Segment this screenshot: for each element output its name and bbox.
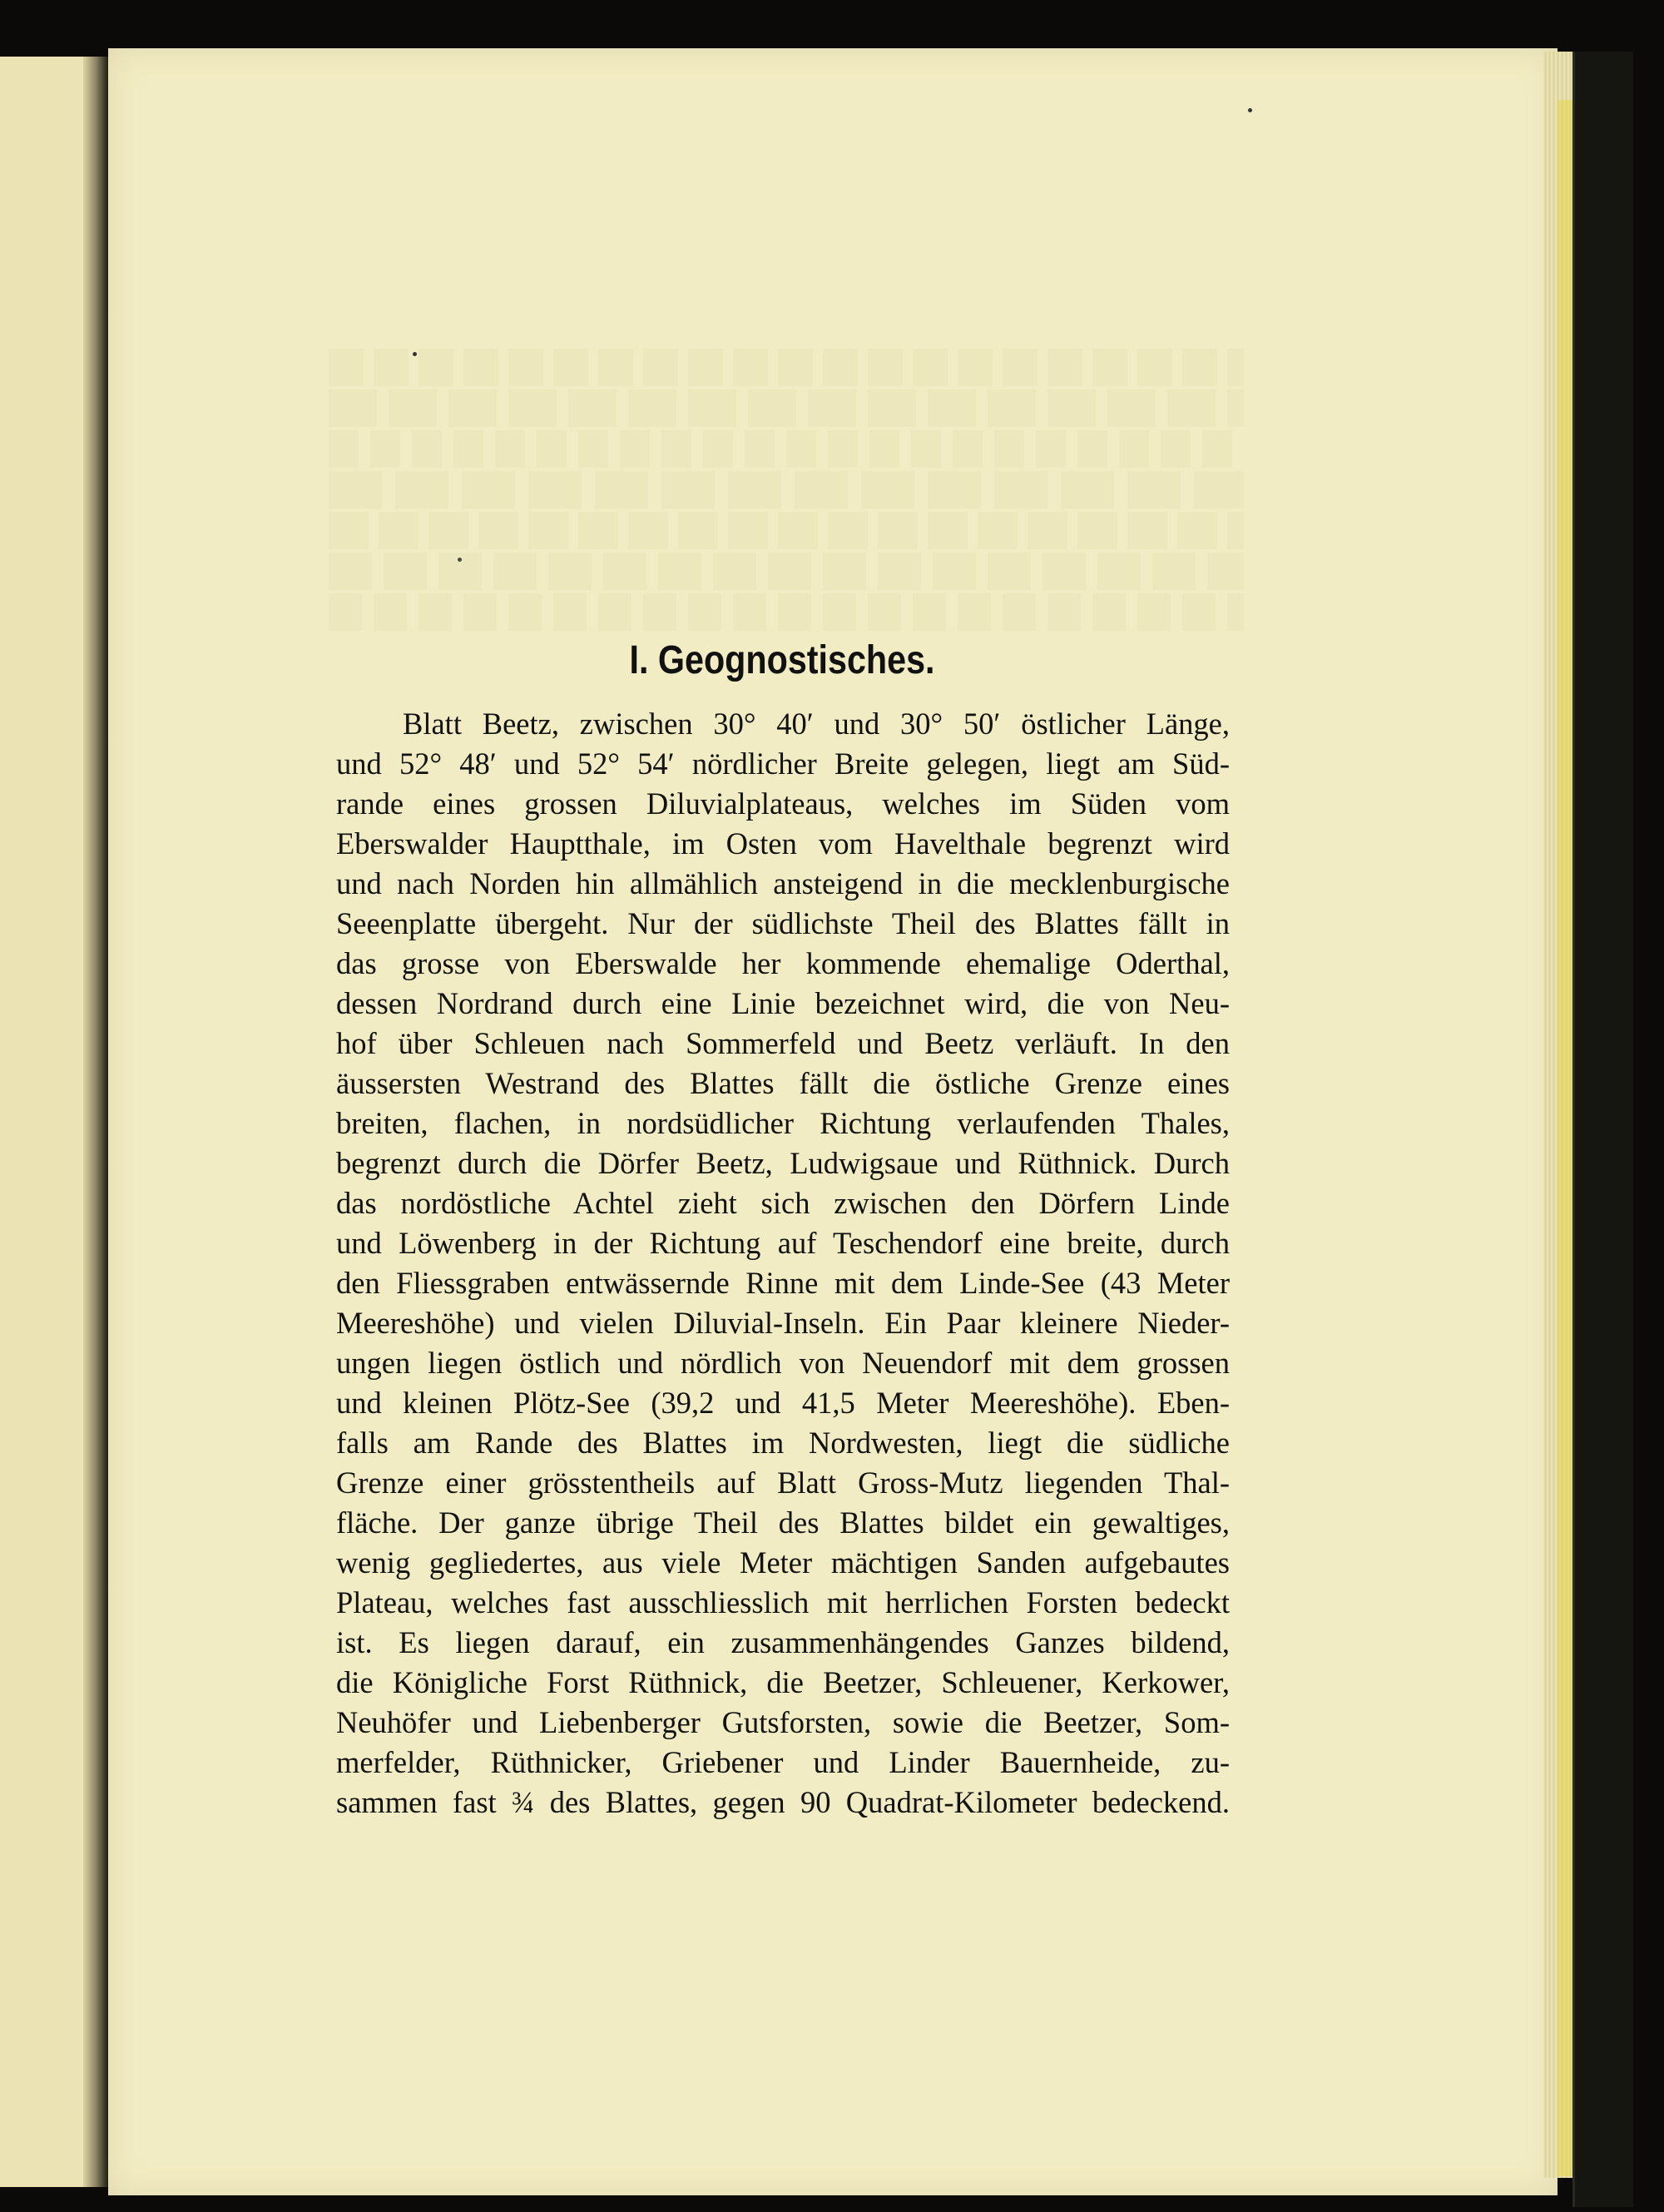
text-line: falls am Rande des Blattes im Nordwesten, liegt die südliche <box>336 1426 1230 1460</box>
text-line: Grenze einer grösstentheils auf Blatt Gross-Mutz liegenden Thal- <box>336 1466 1230 1500</box>
text-line: Seeenplatte übergeht. Nur der südlichste Theil des Blattes fällt in <box>336 906 1230 940</box>
text-line: Neuhöfer und Liebenberger Gutsforsten, sowie die Beetzer, Som- <box>336 1705 1230 1739</box>
text-line: rande eines grossen Diluvialplateaus, welches im Süden vom <box>336 786 1230 821</box>
text-line: die Königliche Forst Rüthnick, die Beetzer, Schleuener, Kerkower, <box>336 1665 1230 1699</box>
text-line: ungen liegen östlich und nördlich von Neuendorf mit dem grossen <box>336 1346 1230 1380</box>
text-line: äussersten Westrand des Blattes fällt die östliche Grenze eines <box>336 1066 1230 1100</box>
text-line: Eberswalder Hauptthale, im Osten vom Havelthale begrenzt wird <box>336 826 1230 860</box>
text-line: fläche. Der ganze übrige Theil des Blattes bildet ein gewaltiges, <box>336 1505 1230 1540</box>
paper-speck <box>1248 108 1252 112</box>
text-line: Meereshöhe) und vielen Diluvial-Inseln. Ein Paar kleinere Nieder- <box>336 1306 1230 1340</box>
book-cover-edge <box>1572 52 1633 2207</box>
text-line: Plateau, welches fast ausschliesslich mit herrlichen Forsten bedeckt <box>336 1585 1230 1619</box>
text-line: Blatt Beetz, zwischen 30° 40′ und 30° 50′ östlicher Länge, <box>403 707 1230 741</box>
body-paragraph <box>336 704 1230 1823</box>
text-line: und Löwenberg in der Richtung auf Teschendorf eine breite, durch <box>336 1226 1230 1260</box>
text-line: merfelder, Rüthnicker, Griebener und Linder Bauernheide, zu- <box>336 1745 1230 1779</box>
text-line: und 52° 48′ und 52° 54′ nördlicher Breite gelegen, liegt am Süd- <box>336 746 1230 781</box>
text-line: begrenzt durch die Dörfer Beetz, Ludwigsaue und Rüthnick. Durch <box>336 1146 1230 1180</box>
text-line: das grosse von Eberswalde her kommende ehemalige Oderthal, <box>336 946 1230 980</box>
text-line: und kleinen Plötz-See (39,2 und 41,5 Meter Meereshöhe). Eben- <box>336 1386 1230 1420</box>
text-line: wenig gegliedertes, aus viele Meter mächtigen Sanden aufgebautes <box>336 1545 1230 1580</box>
text-line: sammen fast ¾ des Blattes, gegen 90 Quadrat-Kilometer bedeckend. <box>336 1785 1230 1819</box>
text-line: und nach Norden hin allmählich ansteigend in die mecklenburgische <box>336 866 1230 900</box>
text-line: das nordöstliche Achtel zieht sich zwischen den Dörfern Linde <box>336 1186 1230 1220</box>
text-line: breiten, flachen, in nordsüdlicher Richtung verlaufenden Thales, <box>336 1106 1230 1140</box>
text-line: dessen Nordrand durch eine Linie bezeichnet wird, die von Neu- <box>336 986 1230 1020</box>
text-line: ist. Es liegen darauf, ein zusammenhängendes Ganzes bildend, <box>336 1625 1230 1659</box>
text-line: hof über Schleuen nach Sommerfeld und Beetz verläuft. In den <box>336 1026 1230 1060</box>
text-line: den Fliessgraben entwässernde Rinne mit dem Linde-See (43 Meter <box>336 1266 1230 1300</box>
section-heading: I. Geognostisches. <box>629 638 935 682</box>
